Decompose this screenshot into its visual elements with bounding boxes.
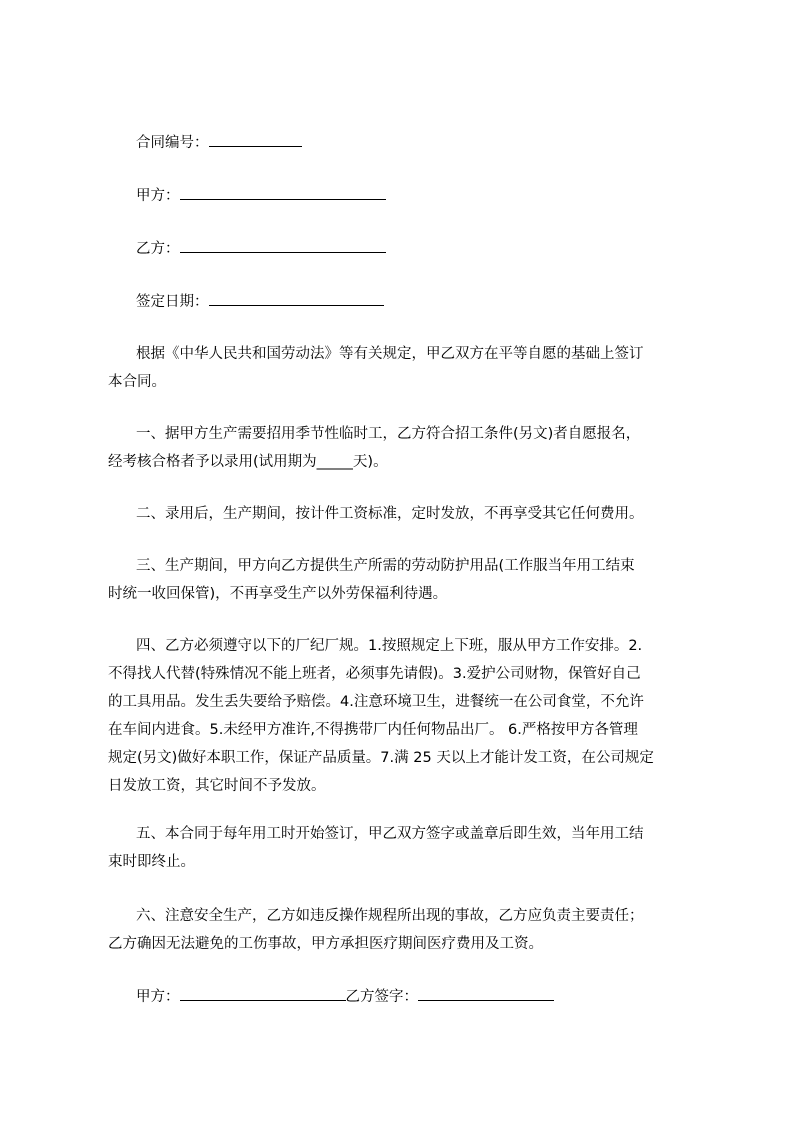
- clause-4-line-2: 不得找人代替(特殊情况不能上班者，必须事先请假)。3.爱护公司财物，保管好自己: [108, 666, 641, 682]
- contract-number-blank: [209, 130, 302, 147]
- intro-line-2: 本合同。: [108, 374, 166, 390]
- clause-3-line-1: 三、生产期间，甲方向乙方提供生产所需的劳动防护用品(工作服当年用工结束: [136, 558, 635, 574]
- clause-4-line-1: 四、乙方必须遵守以下的厂纪厂规。1.按照规定上下班，服从甲方工作安排。2.: [136, 638, 643, 654]
- sign-date-blank: [209, 289, 384, 306]
- party-b-blank: [180, 236, 386, 253]
- party-b-row: [136, 236, 386, 260]
- clause-4: [108, 632, 698, 800]
- clause-1: [108, 420, 698, 476]
- clause-5-line-2: 束时即终止。: [108, 854, 195, 870]
- party-a-row: [136, 183, 386, 207]
- clause-4-line-5: 规定(另文)做好本职工作，保证产品质量。7.满 25 天以上才能计发工资，在公司规定: [108, 750, 654, 766]
- footer-party-a-label: 甲方：: [136, 989, 180, 1005]
- clause-4-line-6: 日发放工资，其它时间不予发放。: [108, 778, 326, 794]
- intro-line-1: 根据《中华人民共和国劳动法》等有关规定，甲乙双方在平等自愿的基础上签订: [136, 346, 644, 362]
- clause-1-line-1: 一、据甲方生产需要招用季节性临时工，乙方符合招工条件(另文)者自愿报名，: [136, 426, 641, 442]
- intro-paragraph: [108, 340, 698, 396]
- party-a-blank: [180, 183, 386, 200]
- contract-number-label: 合同编号：: [136, 135, 209, 151]
- clause-4-line-4: 在车间内进食。5.未经甲方准许,不得携带厂内任何物品出厂。 6.严格按甲方各管理: [108, 722, 638, 738]
- clause-4-line-3: 的工具用品。发生丢失要给予赔偿。4.注意环境卫生，进餐统一在公司食堂，不允许: [108, 694, 644, 710]
- signature-row: [136, 984, 554, 1008]
- clause-6-line-1: 六、注意安全生产，乙方如违反操作规程所出现的事故，乙方应负责主要责任；: [136, 908, 644, 924]
- party-a-label: 甲方：: [136, 188, 180, 204]
- clause-2-line-1: 二、录用后，生产期间，按计件工资标准，定时发放，不再享受其它任何费用。: [136, 506, 644, 522]
- clause-3-line-2: 时统一收回保管)，不再享受生产以外劳保福利待遇。: [108, 586, 448, 602]
- clause-6: [108, 902, 698, 958]
- sign-date-label: 签定日期：: [136, 294, 209, 310]
- sign-date-row: [136, 289, 384, 313]
- clause-3: [108, 552, 698, 608]
- party-b-label: 乙方：: [136, 241, 180, 257]
- clause-1-line-2: 经考核合格者予以录用(试用期为_____天)。: [108, 454, 388, 470]
- clause-6-line-2: 乙方确因无法避免的工伤事故，甲方承担医疗期间医疗费用及工资。: [108, 936, 543, 952]
- clause-2: [108, 500, 698, 528]
- footer-party-b-blank: [418, 984, 554, 1001]
- contract-number-row: [136, 130, 302, 154]
- footer-party-a-blank: [180, 984, 346, 1001]
- clause-5: [108, 820, 698, 876]
- footer-party-b-sign-label: 乙方签字：: [345, 989, 418, 1005]
- clause-5-line-1: 五、本合同于每年用工时开始签订，甲乙双方签字或盖章后即生效，当年用工结: [136, 826, 644, 842]
